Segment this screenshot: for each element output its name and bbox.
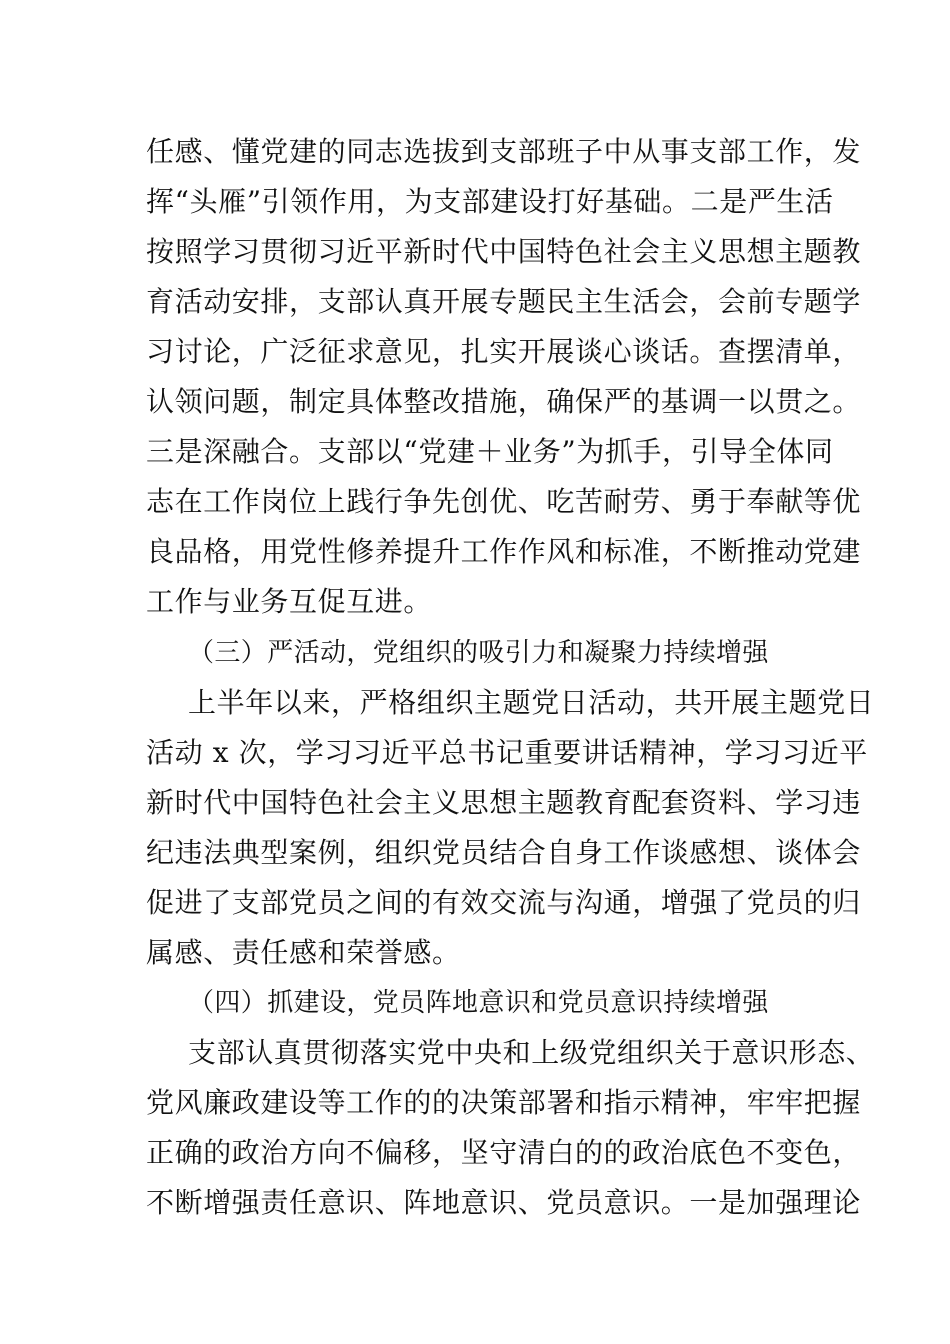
paragraph-line: 党风廉政建设等工作的的决策部署和指示精神，牢牢把握: [146, 1086, 862, 1119]
paragraph-line: 不断增强责任意识、阵地意识、党员意识。一是加强理论: [146, 1186, 862, 1219]
paragraph-line: 习讨论，广泛征求意见，扎实开展谈心谈话。查摆清单，: [146, 335, 862, 368]
paragraph-line: 志在工作岗位上践行争先创优、吃苦耐劳、勇于奉献等优: [146, 485, 862, 518]
paragraph-line: 工作与业务互促互进。: [146, 585, 433, 618]
paragraph-line: 支部认真贯彻落实党中央和上级党组织关于意识形态、: [188, 1036, 875, 1069]
paragraph-line: 良品格，用党性修养提升工作作风和标准，不断推动党建: [146, 535, 862, 568]
paragraph-line: 挥“头雁”引领作用，为支部建设打好基础。二是严生活: [146, 185, 834, 218]
paragraph-line: 认领问题，制定具体整改措施，确保严的基调一以贯之。: [146, 385, 862, 418]
paragraph-line: 属感、责任感和荣誉感。: [146, 936, 461, 969]
paragraph-line: 任感、懂党建的同志选拔到支部班子中从事支部工作，发: [146, 135, 862, 168]
paragraph-line: 活动 x 次，学习习近平总书记重要讲话精神，学习习近平: [146, 736, 868, 769]
paragraph-line: 纪违法典型案例，组织党员结合自身工作谈感想、谈体会: [146, 836, 862, 869]
section-heading-4: （四）抓建设，党员阵地意识和党员意识持续增强: [188, 988, 769, 1018]
paragraph-line: 三是深融合。支部以“党建＋业务”为抓手，引导全体同: [146, 435, 834, 468]
paragraph-line: 按照学习贯彻习近平新时代中国特色社会主义思想主题教: [146, 235, 862, 268]
paragraph-line: 新时代中国特色社会主义思想主题教育配套资料、学习违: [146, 786, 862, 819]
paragraph-line: 育活动安排，支部认真开展专题民主生活会，会前专题学: [146, 285, 862, 318]
section-heading-3: （三）严活动，党组织的吸引力和凝聚力持续增强: [188, 638, 769, 668]
paragraph-line: 上半年以来，严格组织主题党日活动，共开展主题党日: [188, 686, 875, 719]
paragraph-line: 促进了支部党员之间的有效交流与沟通，增强了党员的归: [146, 886, 862, 919]
paragraph-line: 正确的政治方向不偏移，坚守清白的的政治底色不变色，: [146, 1136, 862, 1169]
